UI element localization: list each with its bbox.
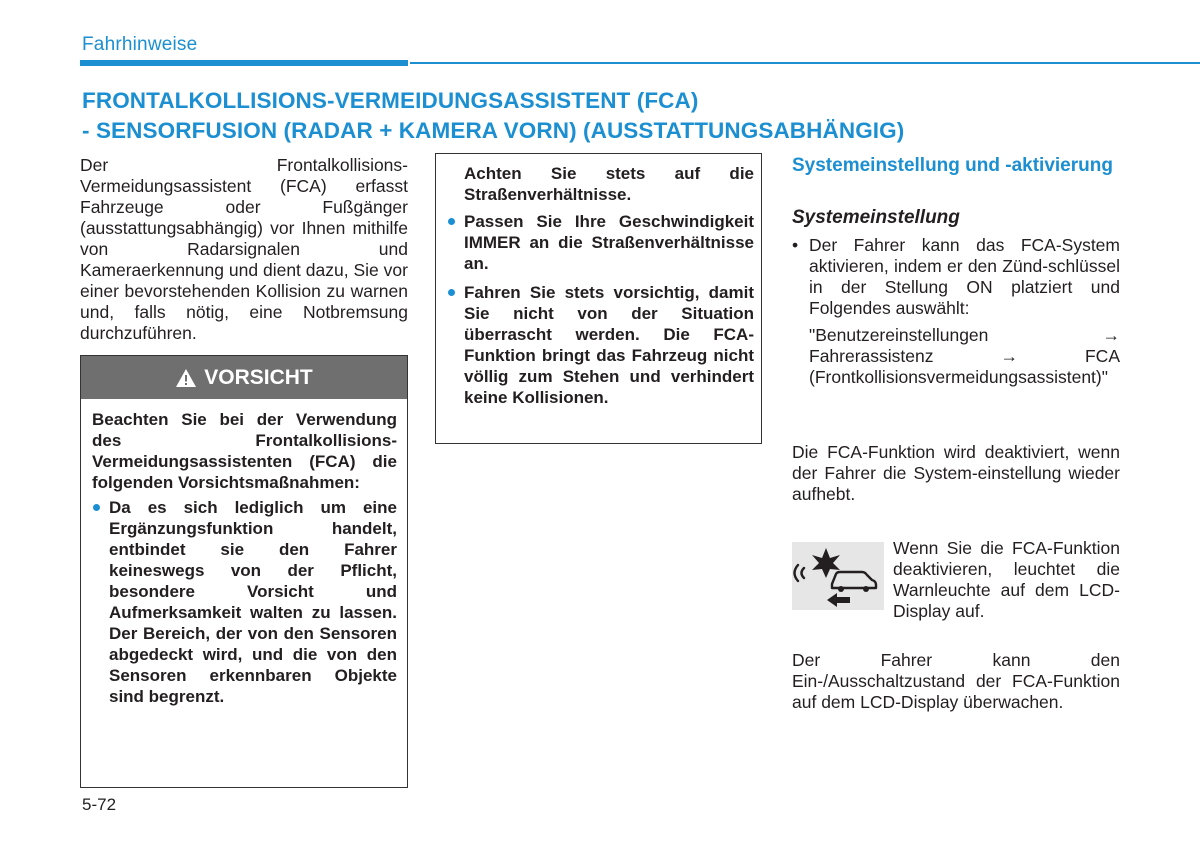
monitor-paragraph: Der Fahrer kann den Ein-/Ausschaltzustand der FCA-Funktion auf dem LCD-Display überwachen. — [792, 650, 1120, 712]
caution-box — [80, 355, 408, 788]
caution-continued-body — [436, 154, 761, 408]
settings-bullet-text: Der Fahrer kann das FCA-System aktivieren, indem er den Zünd-schlüssel in der Stellung ON platziert und Folgendes auswählt: — [809, 235, 1120, 318]
header-rule-thin — [410, 62, 1200, 64]
caution-continued-bullet-text: Passen Sie Ihre Geschwindigkeit IMMER an die Straßenverhältnisse an. — [464, 212, 754, 273]
caution-continued-bullet-text: Fahren Sie stets vorsichtig, damit Sie nicht von der Situation überrascht werden. Die FCA-Funktion bringt das Fahrzeug nicht völlig zum Stehen und verhindert keine Kollisionen. — [464, 283, 754, 407]
settings-subtitle: Systemeinstellung — [792, 207, 960, 228]
caution-body — [81, 399, 407, 707]
caution-header — [81, 356, 407, 399]
section-label: Fahrhinweise — [82, 34, 198, 55]
warning-light-paragraph: Wenn Sie die FCA-Funktion deaktivieren, leuchtet die Warnleuchte auf dem LCD-Display auf. — [893, 538, 1120, 621]
deactivate-paragraph: Die FCA-Funktion wird deaktiviert, wenn der Fahrer die System-einstellung wieder aufhebt. — [792, 442, 1120, 504]
settings-menu-path: "Benutzereinstellungen → Fahrerassistenz → FCA (Frontkollisionsvermeidungsassistent)" — [809, 325, 1120, 387]
caution-continuation: Achten Sie stets auf die Straßenverhältnisse. — [464, 164, 754, 204]
caution-bullet — [92, 497, 397, 707]
caution-intro: Beachten Sie bei der Verwendung des Frontalkollisions-Vermeidungsassistenten (FCA) die folgenden Vorsichtsmaßnahmen: — [92, 410, 397, 492]
settings-bullet-item — [792, 235, 1120, 388]
bullet-dot-icon — [448, 289, 455, 296]
fca-off-warning-light-icon — [792, 542, 884, 610]
caution-bullet-text: Da es sich lediglich um eine Ergänzungsfunktion handelt, entbindet sie den Fahrer keineswegs von der Pflicht, besondere Vorsicht und Aufmerksamkeit walten zu lassen. Der Bereich, der von den Sensoren abgedeckt wird, und die von den Sensoren erkennbaren Objekte sind begrenzt. — [109, 498, 397, 706]
bullet-symbol: • — [792, 235, 799, 255]
bullet-dot-icon — [448, 218, 455, 225]
page-title-line-2: - SENSORFUSION (RADAR + KAMERA VORN) (AUSSTATTUNGSABHÄNGIG) — [82, 118, 905, 143]
intro-paragraph: Der Frontalkollisions-Vermeidungsassistent (FCA) erfasst Fahrzeuge oder Fußgänger (ausstattungsabhängig) vor Ihnen mithilfe von Radarsignalen und Kameraerkennung und dient dazu, Sie vor einer bevorstehenden Kollision zu warnen und, falls nötig, eine Notbremsung durchzuführen. — [80, 155, 408, 343]
caution-bullet-list — [92, 497, 397, 707]
fca-warning-symbol-icon — [792, 542, 884, 610]
caution-continued-box — [435, 153, 762, 444]
header-rule-thick — [80, 60, 408, 66]
warning-triangle-icon — [175, 368, 197, 388]
caution-continued-bullet — [444, 211, 754, 274]
page-number: 5-72 — [82, 795, 117, 814]
bullet-dot-icon — [93, 504, 100, 511]
page-title — [82, 86, 904, 146]
caution-heading: VORSICHT — [204, 365, 313, 389]
page-title-line-1: FRONTALKOLLISIONS-VERMEIDUNGSASSISTENT (FCA) — [82, 88, 699, 113]
settings-section-title: Systemeinstellung und -aktivierung — [792, 155, 1113, 176]
caution-continued-bullet — [444, 282, 754, 408]
caution-continued-bullet-list — [444, 211, 754, 408]
